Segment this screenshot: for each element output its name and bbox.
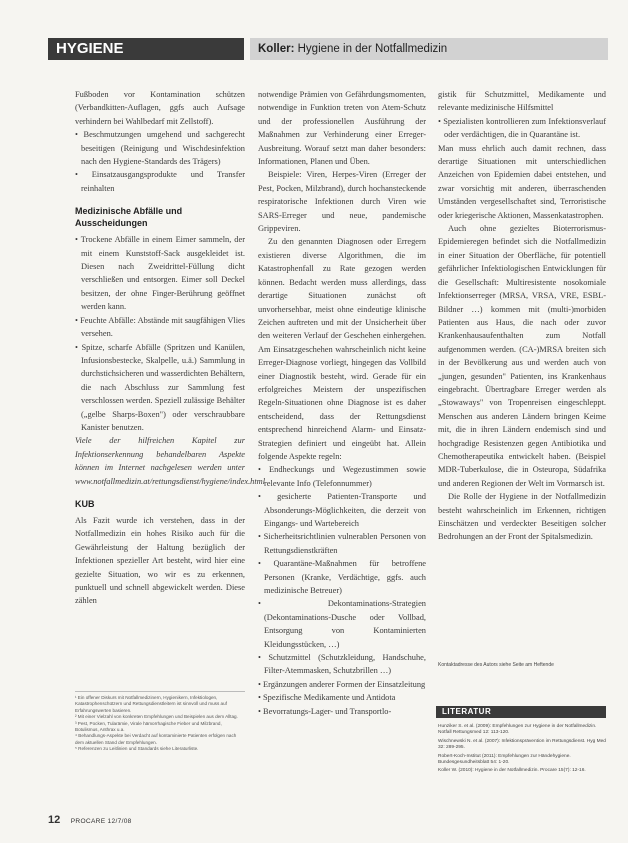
- literature-item: Hunziker S. et al. (2009): Empfehlungen zur Hygiene in der Notfallmedizin. Notfall Rettungsmed 12: 113-120.: [438, 724, 597, 736]
- list-item: • Feuchte Abfälle: Abstände mit saugfähigen Vlies versehen.: [75, 315, 245, 339]
- section-label: HYGIENE: [48, 38, 244, 60]
- magazine-issue: PROCARE 12/7/08: [70, 818, 132, 825]
- paragraph: Auch ohne gezieltes Bioterrorismus-Epidemieregen befindet sich die Notfallmedizin in einer Situation der Oberfläche, für potentiell gefährlicher Infektiologischen Entwicklungen für die Gesellschaft: Multiresistente nosokomiale Infektionserreger (MRSA, VRSA, VRE, ESBL-Bildner …) kommen mit (multi-)morbiden Patienten aus Haus, die nach oder zuvor Krankenhausaufenthalten zum Notfall aufgenommen werden. (CA-)MRSA breiten sich in der Bevölkerung aus und werden auch von „jungen, gesunden" Patienten, ins Krankenhaus eingebracht. Übertragbare Erreger werden als „Stowaways" von Tropenreisen eingeschleppt. Menschen aus anderen Ländern bringen Keime mit, die in ihren Ländern endemisch sind und hochgradige Resistenzen gegen Antibiotika und Chemotherapeutika entwickelt haben. (Beispiel MDR-Tuberkulose, die in Osteuropa, Südafrika und anderen Regionen der Welt im Vormarsch ist.: [438, 224, 606, 488]
- list-item: • Sicherheitsrichtlinien vulnerablen Personen von Rettungsdienstkräften: [258, 532, 426, 555]
- literature-heading: LITERATUR: [436, 706, 606, 718]
- list-item: • Beschmutzungen umgehend und sachgerecht beseitigen (Reinigung und Wischdesinfektion nach den Hygiene-Standards des Trägers): [75, 130, 245, 167]
- list-item: • Spezifische Medikamente und Antidota: [258, 693, 396, 703]
- column-3: [438, 88, 606, 544]
- author-note: Kontaktadresse des Autors siehe Seite am Heftende: [438, 662, 554, 668]
- topic-title: Hygiene in der Notfallmedizin: [297, 43, 448, 55]
- paragraph: Die Rolle der Hygiene in der Notfallmedizin besteht wahrscheinlich im Erkennen, richtigen Einschätzen und verdeckter Beseitigen solcher Bedrohungen an der Front der Spitalsmedizin.: [438, 492, 606, 542]
- list-item: • Endheckungs und Wegezustimmen sowie relevante Info (Telefonnummer): [258, 465, 426, 488]
- literature-item: Robert-Koch-Institut (2011): Empfehlungen zur Händehygiene. Bundesgesundheitsblatt 54: 1-20.: [438, 753, 571, 766]
- footnote: ³ Pest, Pocken, Tularämie, Virale hämorrhagische Fieber und Milzbrand, Botulismus, Anthrax u.a.: [75, 720, 222, 733]
- list-item: • Ergänzungen anderer Formen der Einsatzleitung: [258, 679, 426, 689]
- paragraph: Zu den genannten Diagnosen oder Erregern existieren diverse Algorithmen, die im Katastrophenfall zu Rate gezogen werden können. Bedacht werden muss allerdings, dass derartige Situationen zunächst oft unvorhersehbar, meist ohne eindeutige klinische Zeichen auftreten und mit der Unsicherheit über den weiteren Verlauf der Geschehen einhergehen. Am Einsatzgeschehen wahrscheinlich nicht keine Erreger-Diagnose vorliegt, hingegen das Vollbild einer Diagnostik besteht, wird. Gerade für ein erfolgreiches Meistern der unspezifischen Regeln-Situationen ohne Diagnose ist es daher entscheidend, dass der Rettungsdienst entsprechend hinreichend Alarm- und Einsatz-Strategien definiert und eingeübt hat. Allein folgende Aspekte regeln:: [258, 237, 426, 461]
- list-item: • Einsatzausgangsprodukte und Transfer reinhalten: [75, 170, 245, 193]
- topic-author: Koller:: [258, 43, 295, 55]
- paragraph: Man muss ehrlich auch damit rechnen, dass derartige Situationen mit unterschiedlichen Anzeichen von Epidemien dabei entstehen, und zwar vorsichtig mit anderen, überraschenden Umständen vergesellschaftet sind, Terroristische oder kriegerische Aktionen, Massenkatastrophen.: [438, 143, 606, 220]
- list-item: • Trockene Abfälle in einem Eimer sammeln, der mit einem Kunststoff-Sack ausgekleidet ist. Diesen nach Zweidrittel-Füllung dicht verschließen und entsorgen. Eimer soll Deckel besitzen, der ohne Finger-Berührung geöffnet werden kann.: [75, 235, 245, 312]
- paragraph: Fußboden vor Kontamination schützen (Verbandkitten-Auflagen, ggfs auch Aufsage verhindern bei Wahlbedarf mit Zellstoff).: [75, 90, 245, 126]
- section-heading: Medizinische Abfälle und Ausscheidungen: [75, 206, 183, 229]
- list-item: • Spezialisten kontrollieren zum Infektionsverlauf oder verdächtigen, die in Quarantäne ist.: [438, 116, 606, 140]
- list-item: • Dekontaminations-Strategien (Dekontaminations-Dusche oder Vollbad, Entsorgung von Kontaminierten Kleidungsstücken, …): [258, 599, 426, 649]
- literature-item: Koller W. (2010): Hygiene in der Notfallmedizin. Procare 15(7): 12-16.: [438, 768, 586, 774]
- footnote: ² Mit einer Vielzahl von konkreten Empfehlungen und Beispielen aus dem Alltag.: [75, 714, 238, 720]
- literature-list: [438, 724, 606, 777]
- footnote: ⁵ Referenzen zu Leitlinien und Standards siehe Literaturliste.: [75, 746, 199, 752]
- list-item: • gesicherte Patienten-Transporte und Absonderungs-Möglichkeiten, die derzeit von Eingangs- und Wartebereich: [258, 492, 426, 528]
- column-2: [258, 88, 426, 718]
- section-heading: KUB: [75, 498, 95, 509]
- page-header: [48, 38, 608, 60]
- page-number: 12: [48, 814, 61, 826]
- list-item: • Spitze, scharfe Abfälle (Spritzen und Kanülen, Infusionsbestecke, Skalpelle, u.ä.) Sammlung in durchstichsicheren und wasserdichten Behältern, die nach Abschluss zur Sammlung fest verschlossen werden. Speziell zulässige Behälter („gelbe Sharps-Boxen") oder verschraubbare Kanister benutzen.: [75, 342, 245, 432]
- literature-item: Wischnewski N. et al. (2007): Infektionsprävention im Rettungsdienst. Hyg Med 32: 289-295.: [438, 738, 606, 751]
- paragraph: Beispiele: Viren, Herpes-Viren (Erreger der Pest, Pocken, Milzbrand), durch hochansteckende respiratorische Infektionen durch Viren wie SARS-Erreger und neue, pandemische Grippeviren.: [258, 170, 426, 234]
- list-item: • Quarantäne-Maßnahmen für betroffene Personen (Kranke, Verdächtige, ggfs. auch medizinische Betreuer): [258, 559, 426, 596]
- paragraph: notwendige Prämien von Gefährdungsmomenten, notwendige in Funktion treten von Atem-Schutz und der professionellen Ausführung der Maßnahmen zur Verhinderung einer Erreger-Ausbreitung. Worauf setzt man daher besonders: Informationen, Planen und Üben.: [258, 90, 426, 167]
- footnote: ⁴ Behandlungs-Aspekte bei Verdacht auf kontaminierte Patienten erfolgen nach dem aktuellen Stand der Empfehlungen.: [75, 733, 237, 745]
- footnote: ¹ Ein offener Diskurs mit Notfallmedizinern, Hygienikern, Infektiologen, Katastrophenschützern und Rettungsdienstleitern ist sinnvoll und muss auf Erfahrungswerten basieren.: [75, 695, 227, 713]
- list-item: • Bevorratungs-Lager- und Transportlo-: [258, 706, 392, 716]
- footnotes: [75, 691, 245, 753]
- paragraph: Als Fazit wurde ich verstehen, dass in der Notfallmedizin ein hohes Risiko auch für die Gewährleistung der Haltung bezüglich der Infektionen spezieller Art besteht, wird hier eine gezielte Situation, wo wir es zu erkennen, punktuell und schnell abgewickelt werden. Diese zählen: [75, 515, 245, 606]
- paragraph: Viele der hilfreichen Kapitel zur Infektionserkennung behandelbaren Aspekte können im Internet nachgelesen werden unter www.notfallmedizin.at/rettungsdienst/hygiene/index.html: [75, 436, 266, 486]
- topic-bar: [250, 38, 608, 60]
- page-footer: [48, 810, 132, 828]
- paragraph: gistik für Schutzmittel, Medikamente und relevante medizinische Hilfsmittel: [438, 90, 606, 113]
- column-1: [75, 88, 266, 608]
- list-item: • Schutzmittel (Schutzkleidung, Handschuhe, Filter-Atemmasken, Schutzbrillen …): [258, 653, 426, 676]
